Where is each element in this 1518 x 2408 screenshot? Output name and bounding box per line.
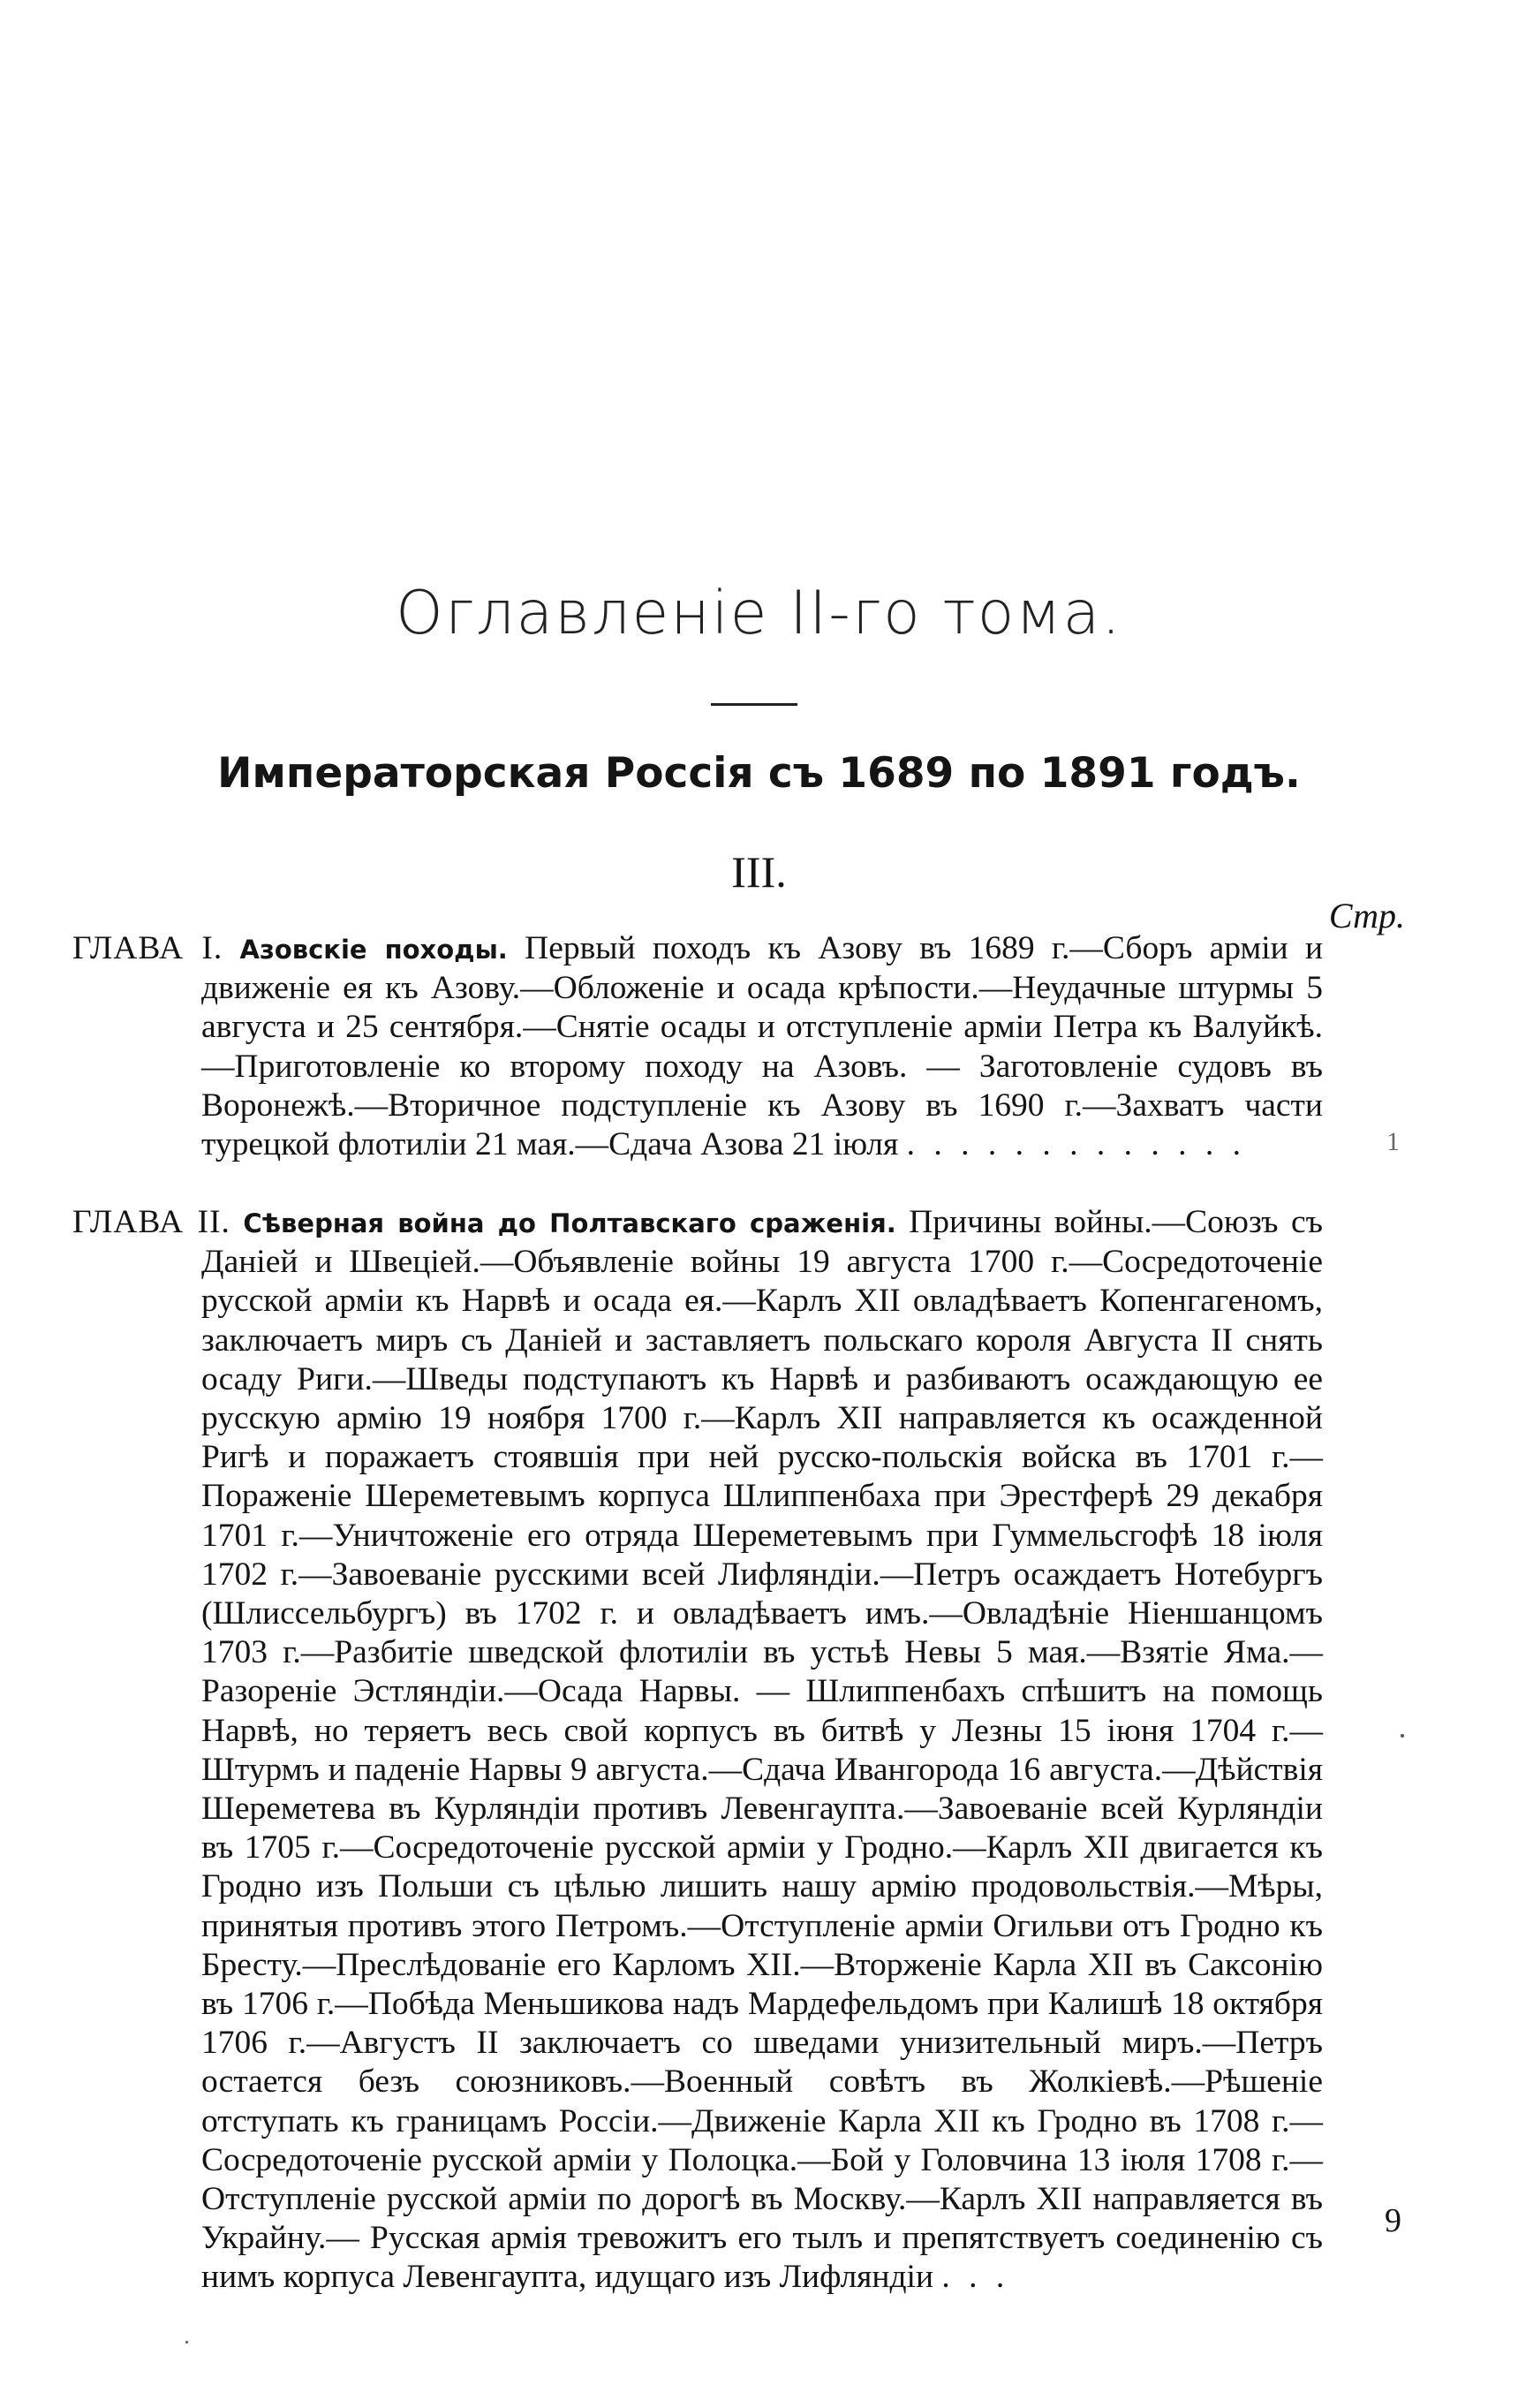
toc-entry-chapter-1 (72, 929, 1323, 1164)
chapter-summary: Причины войны.—Союзъ съ Даніей и Швеціей.—Объявленіе войны 19 августа 1700 г.—Сосредоточеніе русской арміи къ Нарвѣ и осада ея.—Карлъ XII овладѣваетъ Копенгагеномъ, заключаетъ миръ съ Даніей и заставляетъ польскаго короля Августа II снять осаду Риги.—Шведы подступаютъ къ Нарвѣ и разбиваютъ осаждающую ее русскую армію 19 ноября 1700 г.—Карлъ XII направляется къ осажденной Ригѣ и поражаетъ стоявшія при ней русско-польскія войска въ 1701 г.—Пораженіе Шереметевымъ корпуса Шлиппенбаха при Эрестферѣ 29 декабря 1701 г.—Уничтоженіе его отряда Шереметевымъ при Гуммельсгофѣ 18 іюля 1702 г.—Завоеваніе русскими всей Лифляндіи.—Петръ осаждаетъ Нотебургъ (Шлиссельбургъ) въ 1702 г. и овладѣваетъ имъ.—Овладѣніе Ніеншанцомъ 1703 г.—Разбитіе шведской флотиліи въ устьѣ Невы 5 мая.—Взятіе Яма.—Разореніе Эстляндіи.—Осада Нарвы. — Шлиппенбахъ спѣшитъ на помощь Нарвѣ, но теряетъ весь свой корпусъ въ битвѣ у Лезны 15 іюня 1704 г.—Штурмъ и паденіе Нарвы 9 августа.—Сдача Ивангорода 16 августа.—Дѣйствія Шереметева въ Курляндіи противъ Левенгаупта.—Завоеваніе всей Курляндіи въ 1705 г.—Сосредоточеніе русской арміи у Гродно.—Карлъ XII двигается къ Гродно изъ Польши съ цѣлью лишить нашу армію продовольствія.—Мѣры, принятыя противъ этого Петромъ.—Отступленіе арміи Огильви отъ Гродно къ Бресту.—Преслѣдованіе его Карломъ XII.—Вторженіе Карла XII въ Саксонію въ 1706 г.—Побѣда Меньшикова надъ Мардефельдомъ при Калишѣ 18 октября 1706 г.—Августъ II заключаетъ со шведами унизительный миръ.—Петръ остается безъ союзниковъ.—Военный совѣтъ въ Жолкіевѣ.—Рѣшеніе отступать къ границамъ Россіи.—Движеніе Карла XII къ Гродно въ 1708 г.—Сосредоточеніе русской арміи у Полоцка.—Бой у Головчина 13 іюля 1708 г.—Отступленіе русской арміи по дорогѣ въ Москву.—Карлъ XII направляется въ Украйну.— Русская армія тревожитъ его тылъ и препятствуетъ соединенію съ нимъ корпуса Левенгаупта, идущаго изъ Лифляндіи (201, 1204, 1324, 2296)
part-number: III. (731, 847, 787, 897)
title-rule (711, 703, 797, 706)
print-speck (1401, 1734, 1404, 1738)
chapter-topic: Сѣверная война до Полтавскаго сраженія. (243, 1208, 896, 1238)
chapter-label: ГЛАВА I. (72, 930, 223, 966)
toc-entry-chapter-2 (72, 1203, 1323, 2298)
chapter-1-page-number: 1 (1386, 1127, 1400, 1156)
chapter-2-page-number: 9 (1385, 2202, 1401, 2239)
dot-leaders: . . . . . . . . . . . . . (906, 1126, 1246, 1163)
volume-subtitle: Императорская Россія съ 1689 по 1891 годъ. (217, 749, 1301, 798)
chapter-summary: Первый походъ къ Азову въ 1689 г.—Сборъ арміи и движеніе ея къ Азову.—Обложеніе и осада крѣпости.—Неудачные штурмы 5 августа и 25 сентября.—Снятіе осады и отступленіе арміи Петра къ Валуйкѣ.—Приготовленіе ко второму походу на Азовъ. — Заготовленіе судовъ въ Воронежѣ.—Вторичное подступленіе къ Азову въ 1690 г.—Захватъ части турецкой флотиліи 21 мая.—Сдача Азова 21 іюля (201, 930, 1324, 1163)
dot-leaders: . . . (941, 2259, 1010, 2296)
print-speck (185, 2341, 188, 2344)
page-column-label: Стр. (1328, 896, 1405, 935)
chapter-label: ГЛАВА II. (72, 1204, 230, 1240)
chapter-topic: Азовскіе походы. (239, 935, 508, 965)
page-title: Оглавленіе II-го тома. (396, 579, 1122, 648)
